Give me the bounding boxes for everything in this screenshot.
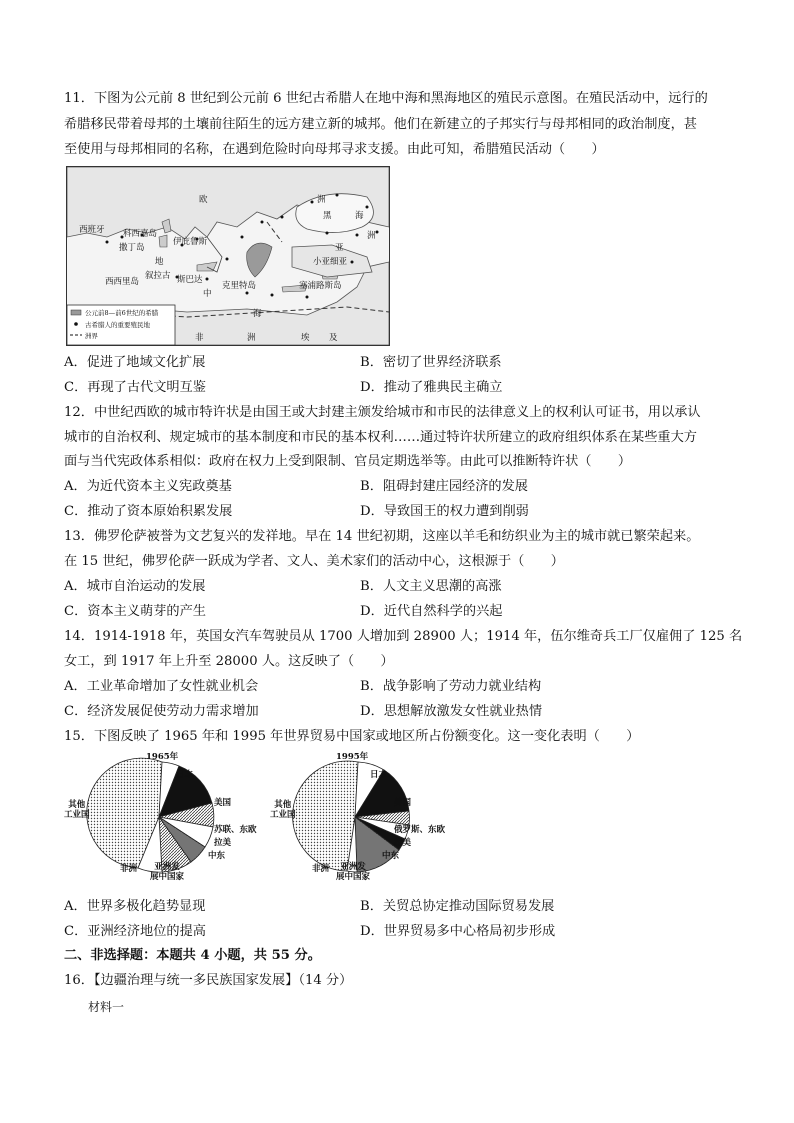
q14-option-b[interactable]: B．战争影响了劳动力就业结构: [360, 679, 542, 694]
pie-1965-label-usa: 美国: [214, 798, 232, 808]
pie-chart-1995: [270, 752, 470, 892]
q11-option-a[interactable]: A．促进了地域文化扩展: [64, 355, 206, 370]
q14-stem-line-2: 女工，到 1917 年上升至 28000 人。这反映了（ ）: [64, 654, 394, 669]
q12-stem-line-1: 12．中世纪西欧的城市特许状是由国王或大封建主颁发给城市和市民的法律意义上的权利认可证书，用以承认: [64, 405, 701, 420]
q11-stem-line-1: 11．下图为公元前 8 世纪到公元前 6 世纪古希腊人在地中海和黑海地区的殖民示意图。在殖民活动中，远行的: [64, 91, 708, 106]
map-label-19: 塞浦路斯岛: [299, 281, 342, 291]
q15-option-a[interactable]: A．世界多极化趋势显现: [64, 899, 206, 914]
q13-stem-line-1: 13．佛罗伦萨被誉为文艺复兴的发祥地。早在 14 世纪初期，这座以羊毛和纺织业为主的城市就已繁荣起来。: [64, 529, 700, 544]
q11-stem-line-2: 希腊移民带着母邦的土壤前往陌生的远方建立新的城邦。他们在新建立的子邦实行与母邦相同的政治制度，甚: [64, 117, 697, 132]
pie-1965-label-asia: 亚洲发 展中国家: [150, 862, 185, 882]
map-label-21: 洲: [247, 333, 256, 343]
pie-1965-label-latam: 拉美: [214, 838, 232, 848]
q12-option-c[interactable]: C．推动了资本原始积累发展: [64, 504, 233, 519]
map-label-15: 海: [355, 211, 364, 221]
q12-stem-line-3: 面与当代宪政体系相似：政府在权力上受到限制、官员定期选举等。由此可以推断特许状（ ）: [64, 454, 632, 469]
pie-1995-label-usa: 美国: [394, 798, 412, 808]
map-label-2: 洲: [317, 195, 326, 205]
map-label-13: 海: [253, 309, 262, 319]
q11-option-b[interactable]: B．密切了世界经济联系: [360, 355, 502, 370]
pie-1995-label-mideast: 中东: [382, 851, 400, 861]
q12-option-d[interactable]: D．导致国王的权力遭到削弱: [360, 504, 529, 519]
map-label-9: 斯巴达: [177, 275, 203, 285]
pie-1965-label-mideast: 中东: [208, 851, 226, 861]
map-legend-boundary: 洲界: [85, 332, 98, 340]
q15-stem-line-1: 15．下图反映了 1965 年和 1995 年世界贸易中国家或地区所占份额变化。这一变化表明（ ）: [64, 729, 640, 744]
map-legend-greece: 公元前8—前6世纪的希腊: [85, 309, 159, 317]
q16-heading: 16．【边疆治理与统一多民族国家发展】（14 分）: [64, 973, 353, 988]
pie-1995-label-asia: 亚洲发 展中国家: [336, 862, 371, 882]
q13-option-d[interactable]: D．近代自然科学的兴起: [360, 604, 503, 619]
map-label-23: 及: [329, 333, 338, 343]
map-label-6: 地: [155, 257, 164, 267]
map-label-20: 非: [195, 333, 204, 343]
pie-1965-year: 1965年: [146, 752, 179, 762]
pie-1995-year: 1995年: [336, 752, 369, 762]
pie-1995-label-other: 其他 工业国: [270, 800, 296, 820]
pie-chart-1965: [64, 752, 264, 892]
section-2-heading: 二、非选择题：本题共 4 小题，共 55 分。: [64, 948, 321, 963]
q16-material-1-label: 材料一: [88, 1000, 125, 1014]
map-label-4: 科西嘉岛: [123, 229, 158, 239]
map-label-12: 克里特岛: [222, 281, 257, 291]
map-legend-colony: 古希腊人的重要殖民地: [85, 321, 150, 329]
pie-1965-label-africa: 非洲: [120, 864, 138, 874]
pie-1995-label-africa: 非洲: [312, 864, 330, 874]
map-label-14: 黑: [323, 211, 332, 221]
map-label-17: 洲: [367, 231, 376, 241]
q15-option-c[interactable]: C．亚洲经济地位的提高: [64, 924, 206, 939]
pie-1995-label-russia: 俄罗斯、东欧: [394, 825, 446, 835]
map-label-5: 撒丁岛: [119, 243, 145, 253]
map-label-10: 伊庇鲁斯: [173, 237, 208, 247]
q11-stem-line-3: 至使用与母邦相同的名称，在遇到危险时向母邦寻求支援。由此可知，希腊殖民活动（ ）: [64, 142, 605, 157]
map-label-3: 西班牙: [79, 225, 105, 235]
q14-option-a[interactable]: A．工业革命增加了女性就业机会: [64, 679, 259, 694]
q13-option-b[interactable]: B．人文主义思潮的高涨: [360, 579, 502, 594]
pie-1995-label-japan: 日本: [370, 770, 388, 780]
map-label-11: 中: [203, 289, 212, 299]
q13-option-a[interactable]: A．城市自治运动的发展: [64, 579, 206, 594]
q13-stem-line-2: 在 15 世纪，佛罗伦萨一跃成为学者、文人、美术家们的活动中心，这根源于（ ）: [64, 554, 564, 569]
pie-1965-label-other: 其他 工业国: [64, 800, 90, 820]
q11-option-c[interactable]: C．再现了古代文明互鉴: [64, 380, 206, 395]
map-label-1: 欧: [199, 195, 208, 205]
pie-1965-label-japan: 日本: [176, 770, 194, 780]
q14-stem-line-1: 14．1914-1918 年，英国女汽车驾驶员从 1700 人增加到 28900 人；1914 年，伍尔维奇兵工厂仅雇佣了 125 名: [64, 629, 743, 644]
q12-stem-line-2: 城市的自治权利、规定城市的基本制度和市民的基本权利……通过特许状所建立的政府组织体系在某些重大方: [64, 430, 697, 445]
q14-option-c[interactable]: C．经济发展促使劳动力需求增加: [64, 704, 259, 719]
map-label-8: 叙拉古: [145, 271, 171, 281]
q15-option-d[interactable]: D．世界贸易多中心格局初步形成: [360, 924, 556, 939]
q11-option-d[interactable]: D．推动了雅典民主确立: [360, 380, 503, 395]
pie-1995-label-latam: 拉美: [394, 838, 412, 848]
pie-1965-label-ussr: 苏联、东欧: [214, 825, 257, 835]
q12-option-b[interactable]: B．阻碍封建庄园经济的发展: [360, 479, 528, 494]
q14-option-d[interactable]: D．思想解放激发女性就业热情: [360, 704, 543, 719]
map-label-18: 小亚细亚: [313, 257, 348, 267]
q12-option-a[interactable]: A．为近代资本主义宪政奠基: [64, 479, 232, 494]
map-label-22: 埃: [301, 333, 310, 343]
q15-option-b[interactable]: B．关贸总协定推动国际贸易发展: [360, 899, 555, 914]
map-label-16: 亚: [335, 243, 344, 253]
q13-option-c[interactable]: C．资本主义萌芽的产生: [64, 604, 206, 619]
greek-colonization-map: [66, 166, 390, 346]
map-label-7: 西西里岛: [105, 277, 140, 287]
